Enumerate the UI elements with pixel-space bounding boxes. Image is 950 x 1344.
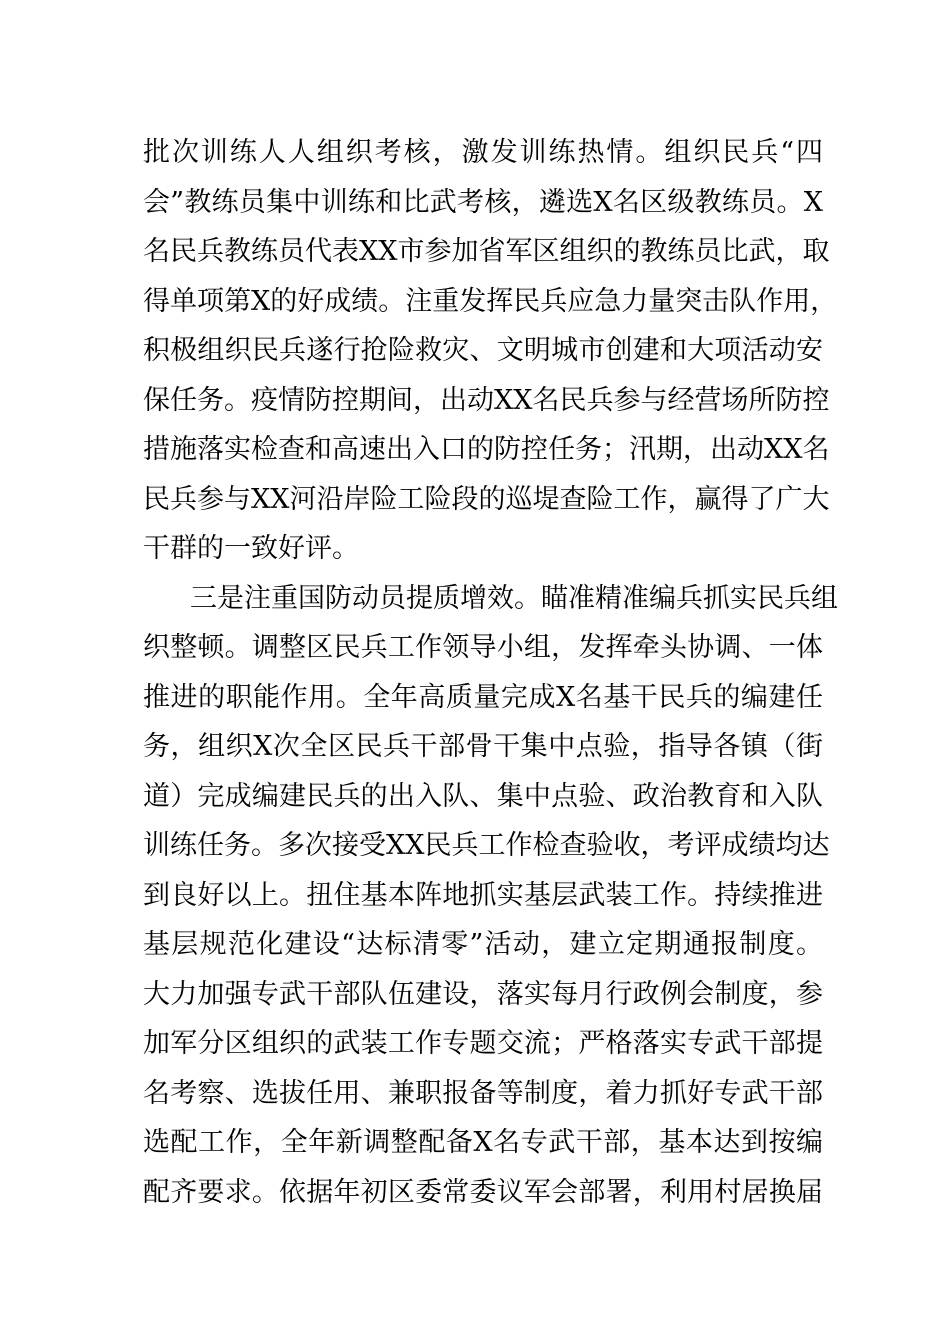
text-line: 大力加强专武干部队伍建设，落实每月行政例会制度，参 [143, 978, 823, 1010]
text-line: 名民兵教练员代表XX市参加省军区组织的教练员比武，取 [143, 236, 830, 267]
text-line: 推进的职能作用。全年高质量完成X名基干民兵的编建任 [143, 681, 823, 713]
text-line: 三是注重国防动员提质增效。瞄准精准编兵抓实民兵组 [190, 582, 838, 614]
text-line: 训练任务。多次接受XX民兵工作检查验收，考评成绩均达 [143, 830, 830, 861]
text-line: 务，组织X次全区民兵干部骨干集中点验，指导各镇（街 [143, 731, 823, 762]
text-line: 基层规范化建设“达标清零”活动，建立定期通报制度。 [143, 929, 823, 960]
text-line: 名考察、选拔任用、兼职报备等制度，着力抓好专武干部 [143, 1077, 823, 1109]
text-line: 配齐要求。依据年初区委常委议军会部署，利用村居换届 [143, 1176, 823, 1208]
text-line: 积极组织民兵遂行抢险救灾、文明城市创建和大项活动安 [143, 335, 823, 366]
text-line: 道）完成编建民兵的出入队、集中点验、政治教育和入队 [143, 780, 823, 812]
text-line: 织整顿。调整区民兵工作领导小组，发挥牵头协调、一体 [143, 632, 823, 663]
document-body [143, 128, 838, 1217]
text-line: 干群的一致好评。 [143, 533, 359, 564]
text-line: 得单项第X的好成绩。注重发挥民兵应急力量突击队作用， [143, 285, 838, 317]
paragraph-2 [143, 574, 838, 1218]
text-line: 选配工作，全年新调整配备X名专武干部，基本达到按编 [143, 1127, 823, 1158]
text-line: 加军分区组织的武装工作专题交流；严格落实专武干部提 [143, 1028, 823, 1059]
text-line: 批次训练人人组织考核，激发训练热情。组织民兵“四 [143, 137, 823, 168]
text-line: 民兵参与XX河沿岸险工险段的巡堤查险工作，赢得了广大 [143, 483, 830, 515]
paragraph-1 [143, 128, 838, 574]
text-line: 措施落实检查和高速出入口的防控任务；汛期，出动XX名 [143, 434, 830, 465]
text-line: 到良好以上。扭住基本阵地抓实基层武装工作。持续推进 [143, 879, 823, 911]
text-line: 会”教练员集中训练和比武考核，遴选X名区级教练员。X [143, 186, 823, 218]
text-line: 保任务。疫情防控期间，出动XX名民兵参与经营场所防控 [143, 384, 830, 416]
